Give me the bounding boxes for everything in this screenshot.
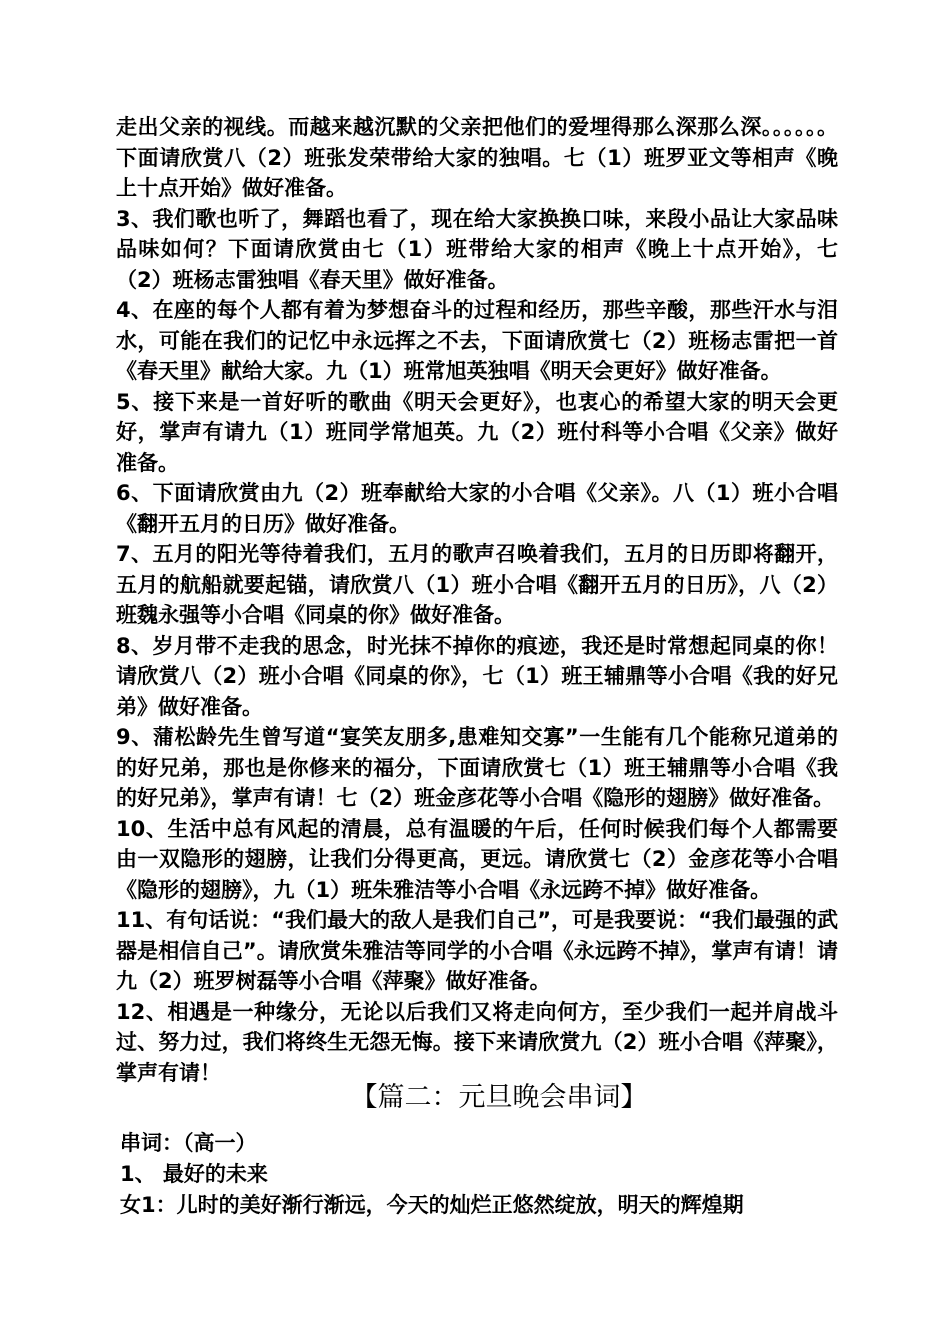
paragraph-item-3: 3、我们歌也听了，舞蹈也看了，现在给大家换换口味，来段小品让大家品味品味如何？下面请欣赏由七（1）班带给大家的相声《晚上十点开始》，七（2）班杨志雷独唱《春天里》做好准备。 (116, 206, 838, 292)
program-title: 1、 最好的未来 (120, 1162, 268, 1186)
paragraph-item-9: 9、蒲松龄先生曾写道“宴笑友朋多,患难知交寡”一生能有几个能称兄道弟的的好兄弟，那也是你修来的福分，下面请欣赏七（1）班王辅鼎等小合唱《我的好兄弟》，掌声有请！七（2）班金彦花等小合唱《隐形的翅膀》做好准备。 (116, 725, 838, 810)
script-body (116, 112, 838, 1088)
section-two-body (120, 1128, 842, 1221)
section-heading: 【篇二：元旦晚会串词】 (350, 1082, 648, 1113)
paragraph-item-7: 7、五月的阳光等待着我们，五月的歌声召唤着我们，五月的日历即将翻开，五月的航船就要起锚，请欣赏八（1）班小合唱《翻开五月的日历》，八（2）班魏永强等小合唱《同桌的你》做好准备。 (116, 542, 838, 627)
paragraph-continuation: 走出父亲的视线。而越来越沉默的父亲把他们的爱埋得那么深那么深。。。。。。下面请欣赏八（2）班张发荣带给大家的独唱。七（1）班罗亚文等相声《晚上十点开始》做好准备。 (116, 115, 838, 200)
dialogue-line: 女1：儿时的美好渐行渐远，今天的灿烂正悠然绽放，明天的辉煌期 (120, 1193, 744, 1217)
paragraph-item-5: 5、接下来是一首好听的歌曲《明天会更好》，也衷心的希望大家的明天会更好，掌声有请九（1）班同学常旭英。九（2）班付科等小合唱《父亲》做好准备。 (116, 389, 838, 475)
paragraph-item-11: 11、有句话说：“我们最大的敌人是我们自己”，可是我要说：“我们最强的武器是相信自己”。请欣赏朱雅洁等同学的小合唱《永远跨不掉》，掌声有请！请九（2）班罗树磊等小合唱《萍聚》做好准备。 (116, 908, 838, 993)
paragraph-item-10: 10、生活中总有风起的清晨，总有温暖的午后，任何时候我们每个人都需要由一双隐形的翅膀，让我们分得更高，更远。请欣赏七（2）金彦花等小合唱《隐形的翅膀》，九（1）班朱雅洁等小合唱《永远跨不掉》做好准备。 (116, 816, 838, 902)
paragraph-item-12: 12、相遇是一种缘分，无论以后我们又将走向何方，至少我们一起并肩战斗过、努力过，我们将终生无怨无悔。接下来请欣赏九（2）班小合唱《萍聚》，掌声有请！ (116, 999, 838, 1085)
paragraph-item-8: 8、岁月带不走我的思念，时光抹不掉你的痕迹，我还是时常想起同桌的你！请欣赏八（2）班小合唱《同桌的你》，七（1）班王辅鼎等小合唱《我的好兄弟》做好准备。 (116, 633, 838, 719)
script-subtitle: 串词：（高一） (120, 1131, 257, 1155)
paragraph-item-6: 6、下面请欣赏由九（2）班奉献给大家的小合唱《父亲》。八（1）班小合唱《翻开五月的日历》做好准备。 (116, 481, 838, 536)
paragraph-item-4: 4、在座的每个人都有着为梦想奋斗的过程和经历，那些辛酸，那些汗水与泪水，可能在我们的记忆中永远挥之不去，下面请欣赏七（2）班杨志雷把一首《春天里》献给大家。九（1）班常旭英独唱《明天会更好》做好准备。 (116, 298, 838, 383)
